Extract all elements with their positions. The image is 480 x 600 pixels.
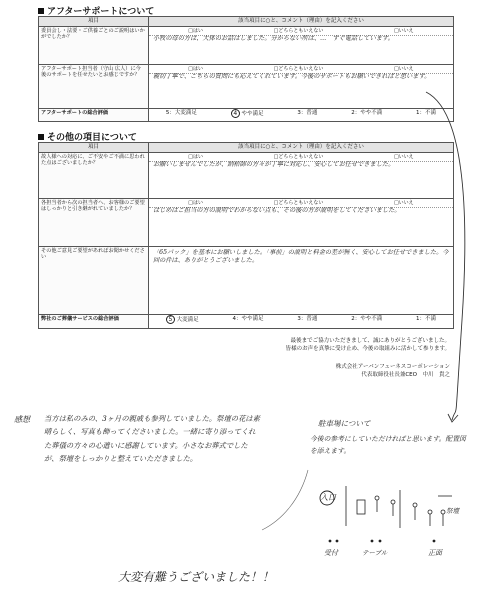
answer-handover: □はい □どちらともいえない □いいえ はじめはご担当の方の説明でわからない点も、その後の方が説明をしてくださいました。 <box>149 198 454 246</box>
thanks-message: 大変有難うございました！！ <box>118 570 275 584</box>
question-explanation: 委員会し・法要・ご供養ごとのご説明はいかがでしたか？ <box>39 26 149 64</box>
section-title-other: その他の項目について <box>38 130 137 143</box>
parking-text: 今後の参考にしていただければと思います。配置図を添えます。 <box>310 435 466 455</box>
header-answer: 該当項目に○と、コメント（理由）を記入ください <box>149 17 454 27</box>
comment-handover: はじめはご担当の方の説明でわからない点も、その後の方が説明をしてくださいました。 <box>153 206 401 214</box>
question-deceased-care: 故人様への対応に、ご不安やご不満に思われた点はございましたか？ <box>39 152 149 198</box>
header-item: 項目 <box>39 17 149 27</box>
header-answer-2: 該当項目に○と、コメント（理由）を記入ください <box>149 143 454 153</box>
closing-line-2: 皆様のお声を真摯に受け止め、今後の取組みに活かして参ります。 <box>285 345 450 352</box>
ceo-name: 代表取締役社長兼CEO 中川 貴之 <box>361 371 450 378</box>
comment-explanation: 小牧の母の方は、大体のお話はしました。分からない所は、… すぐ電話しています。 <box>153 34 394 42</box>
closing-line-1: 最後までご協力いただきまして、誠にありがとうございました。 <box>290 338 450 344</box>
answer-deceased-care: □はい □どちらともいえない □いいえ お願いしませんでしたが、納棺師の方々が丁寧に対応し、安心してお任せできました。 <box>149 152 454 198</box>
after-support-rating: 5：大変満足 4 やや満足 3：普通 2：やや不満 1：不満 <box>149 108 454 121</box>
comment-deceased-care: お願いしませんでしたが、納棺師の方々が丁寧に対応し、安心してお任せできました。 <box>153 160 395 168</box>
diagram-label-altar: 祭壇 <box>446 507 459 515</box>
marker-dots-icon <box>329 540 436 543</box>
impression-label: 感想 <box>14 415 30 424</box>
diagram-label-front: 正面 <box>428 549 442 557</box>
header-item-2: 項目 <box>39 143 149 153</box>
impression-text: 当方は私のみの、3ヶ月の親戚も参列していました。祭壇の花は素晴らしく、写真も飾ってくださいました。一緒に寄り添ってくれた葬儀の方々の心遣いに感謝しています。小さなお葬式でしたが、祭壇をしっかりと整えていただきました。 <box>44 414 260 464</box>
entrance-circle-icon <box>320 491 334 505</box>
answer-explanation: □はい □どちらともいえない □いいえ 小牧の母の方は、大体のお話はしました。分からない所は、… すぐ電話しています。 <box>149 26 454 64</box>
question-handover: 各担当者から次の担当者へ、お客様のご要望はしっかりと引き継がれていましたか？ <box>39 198 149 246</box>
selected-rating-circle: 4 <box>231 109 240 118</box>
parking-title: 駐車場について <box>318 419 371 428</box>
selected-overall-circle: 5 <box>166 315 175 324</box>
answer-support-staff: □はい □どちらともいえない □いいえ 親切丁寧で、こちらの質問にも応えてくれています。今後のサポートもお願いできればと思います。 <box>149 64 454 108</box>
comment-support-staff: 親切丁寧で、こちらの質問にも応えてくれています。今後のサポートもお願いできればと思います。 <box>153 72 431 80</box>
diagram-label-reception: 受付 <box>324 549 338 557</box>
arrow-line <box>426 92 465 420</box>
people-figures-icon <box>346 486 452 528</box>
diagram-label-table: テーブル <box>362 549 388 557</box>
overall-rating: 5 大変満足 4：やや満足 3：普通 2：やや不満 1：不満 <box>149 314 454 328</box>
connector-line <box>262 470 308 530</box>
comment-other-opinions: 「65パック」を基本にお願いしました。「事前」の説明と料金の差が無く、安心してお任せできました。今回の件は、ありがとうございました。 <box>153 248 449 265</box>
section-title-after-support: アフターサポートについて <box>38 4 154 17</box>
question-other-opinions: その他ご意見ご要望があればお聞かせください <box>39 246 149 314</box>
question-overall-rating: 弊社のご葬儀サービスの総合評価 <box>39 314 149 328</box>
diagram-label-entrance: 入口 <box>320 493 336 502</box>
question-support-staff: アフターサポート担当者（守山 広人）に今後のサポートを任せたいとお感じですか？ <box>39 64 149 108</box>
company-name: 株式会社アーバンフューネスコーポレーション <box>335 364 450 370</box>
question-after-support-rating: アフターサポートの総合評価 <box>39 108 149 121</box>
